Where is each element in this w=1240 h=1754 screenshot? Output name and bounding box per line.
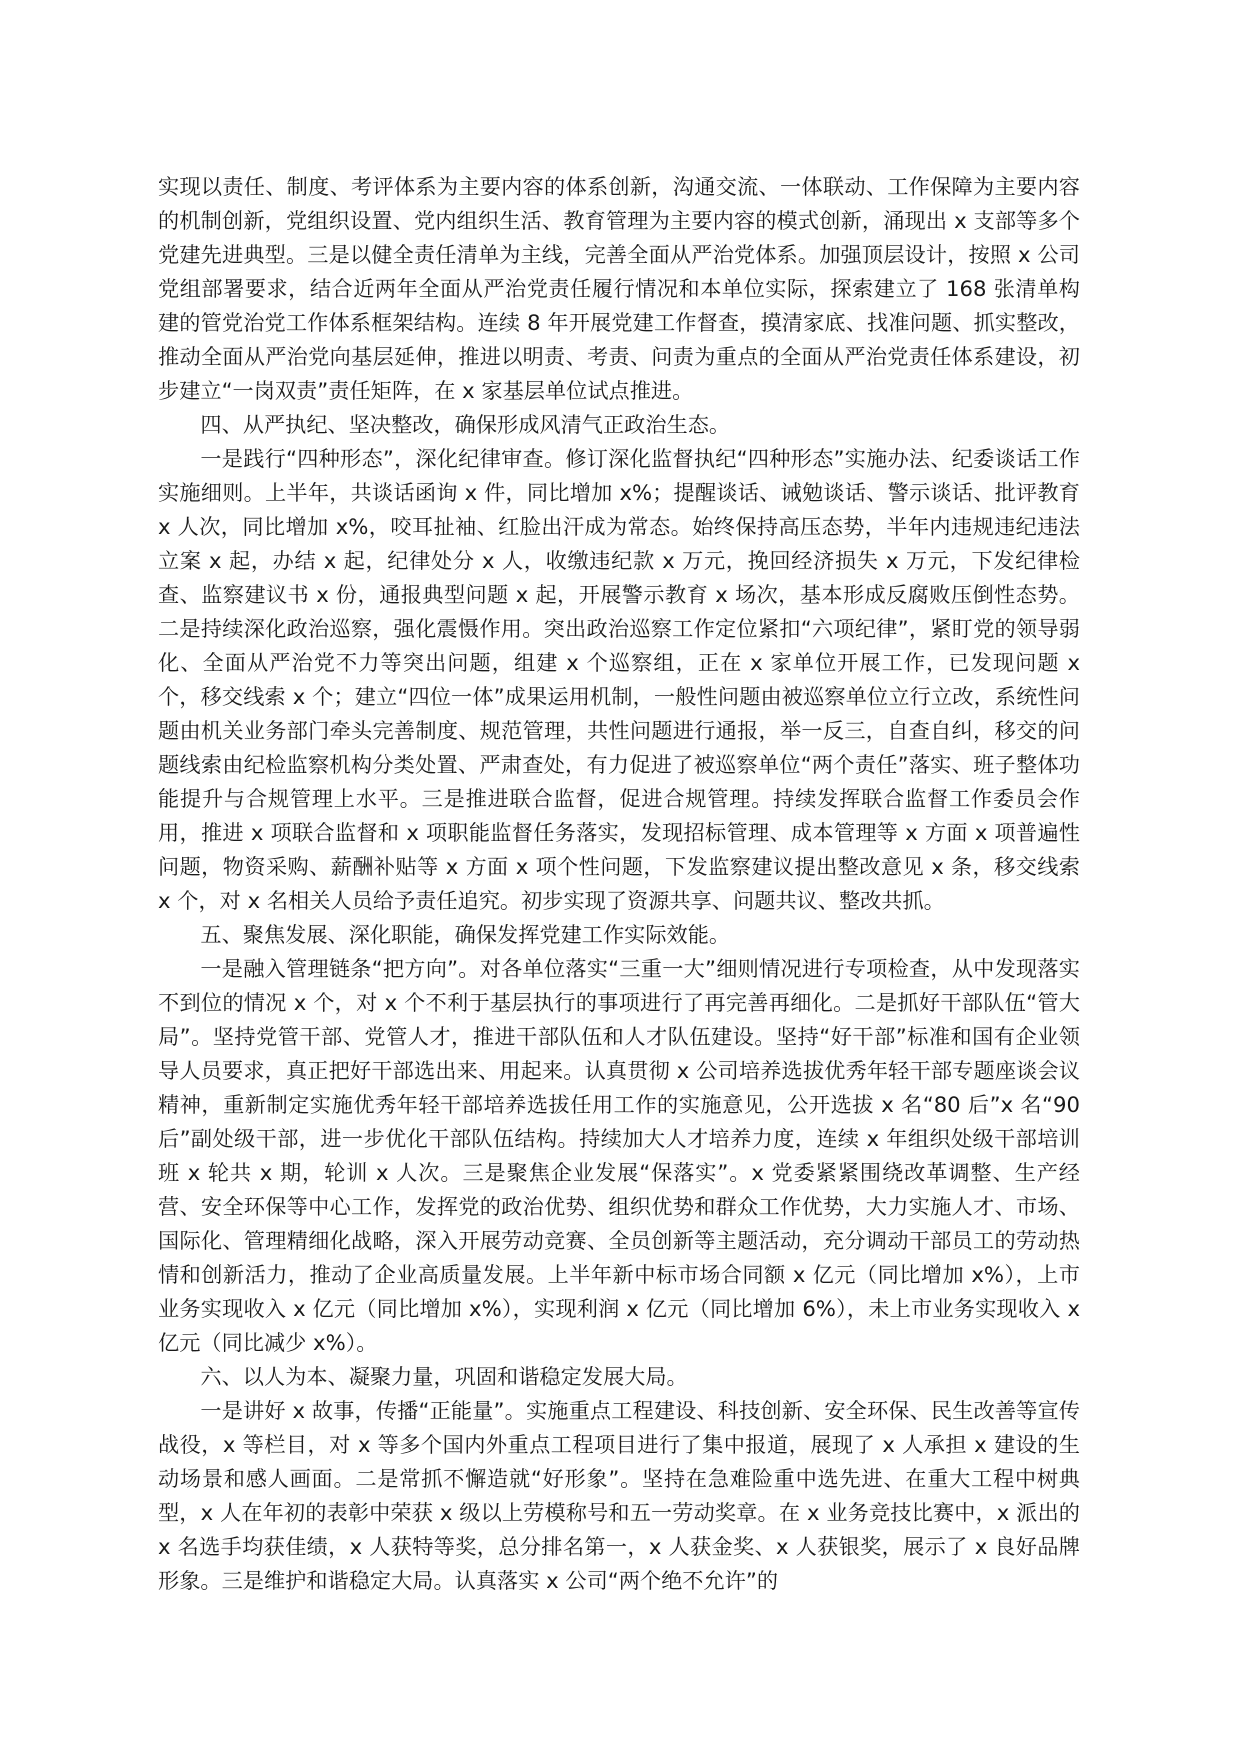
paragraph-section-6: 一是讲好 x 故事，传播“正能量”。实施重点工程建设、科技创新、安全环保、民生改善等宣传战役，x 等栏目，对 x 等多个国内外重点工程项目进行了集中报道，展现了 x 人承担 x 建设的生动场景和感人画面。二是常抓不懈造就“好形象”。坚持在急难险重中选先进、在重大工程中树典型，x 人在年初的表彰中荣获 x 级以上劳模称号和五一劳动奖章。在 x 业务竞技比赛中，x 派出的 x 名选手均获佳绩，x 人获特等奖，总分排名第一，x 人获金奖、x 人获银奖，展示了 x 良好品牌形象。三是维护和谐稳定大局。认真落实 x 公司“两个绝不允许”的 [158,1398,1080,1593]
section-heading-5: 五、聚焦发展、深化职能，确保发挥党建工作实际效能。 [200,922,731,947]
document-page [158,170,1080,1598]
paragraph-section-4: 一是践行“四种形态”，深化纪律审查。修订深化监督执纪“四种形态”实施办法、纪委谈话工作实施细则。上半年，共谈话函询 x 件，同比增加 x%；提醒谈话、诫勉谈话、警示谈话、批评教育 x 人次，同比增加 x%，咬耳扯袖、红脸出汗成为常态。始终保持高压态势，半年内违规违纪违法立案 x 起，办结 x 起，纪律处分 x 人，收缴违纪款 x 万元，挽回经济损失 x 万元，下发纪律检查、监察建议书 x 份，通报典型问题 x 起，开展警示教育 x 场次，基本形成反腐败压倒性态势。二是持续深化政治巡察，强化震慑作用。突出政治巡察工作定位紧扣“六项纪律”，紧盯党的领导弱化、全面从严治党不力等突出问题，组建 x 个巡察组，正在 x 家单位开展工作，已发现问题 x 个，移交线索 x 个；建立“四位一体”成果运用机制，一般性问题由被巡察单位立行立改，系统性问题由机关业务部门牵头完善制度、规范管理，共性问题进行通报，举一反三，自查自纠，移交的问题线索由纪检监察机构分类处置、严肃查处，有力促进了被巡察单位“两个责任”落实、班子整体功能提升与合规管理上水平。三是推进联合监督，促进合规管理。持续发挥联合监督工作委员会作用，推进 x 项联合监督和 x 项职能监督任务落实，发现招标管理、成本管理等 x 方面 x 项普遍性问题，物资采购、薪酬补贴等 x 方面 x 项个性问题，下发监察建议提出整改意见 x 条，移交线索 x 个，对 x 名相关人员给予责任追究。初步实现了资源共享、问题共议、整改共抓。 [158,446,1080,913]
section-heading-4: 四、从严执纪、坚决整改，确保形成风清气正政治生态。 [200,412,731,437]
section-heading-6: 六、以人为本、凝聚力量，巩固和谐稳定发展大局。 [200,1364,688,1389]
paragraph-continuation: 实现以责任、制度、考评体系为主要内容的体系创新，沟通交流、一体联动、工作保障为主要内容的机制创新，党组织设置、党内组织生活、教育管理为主要内容的模式创新，涌现出 x 支部等多个党建先进典型。三是以健全责任清单为主线，完善全面从严治党体系。加强顶层设计，按照 x 公司党组部署要求，结合近两年全面从严治党责任履行情况和本单位实际，探索建立了 168 张清单构建的管党治党工作体系框架结构。连续 8 年开展党建工作督查，摸清家底、找准问题、抓实整改，推动全面从严治党向基层延伸，推进以明责、考责、问责为重点的全面从严治党责任体系建设，初步建立“一岗双责”责任矩阵，在 x 家基层单位试点推进。 [158,174,1080,403]
paragraph-section-5: 一是融入管理链条“把方向”。对各单位落实“三重一大”细则情况进行专项检查，从中发现落实不到位的情况 x 个，对 x 个不利于基层执行的事项进行了再完善再细化。二是抓好干部队伍“管大局”。坚持党管干部、党管人才，推进干部队伍和人才队伍建设。坚持“好干部”标准和国有企业领导人员要求，真正把好干部选出来、用起来。认真贯彻 x 公司培养选拔优秀年轻干部专题座谈会议精神，重新制定实施优秀年轻干部培养选拔任用工作的实施意见，公开选拔 x 名“80 后”x 名“90 后”副处级干部，进一步优化干部队伍结构。持续加大人才培养力度，连续 x 年组织处级干部培训班 x 轮共 x 期，轮训 x 人次。三是聚焦企业发展“保落实”。x 党委紧紧围绕改革调整、生产经营、安全环保等中心工作，发挥党的政治优势、组织优势和群众工作优势，大力实施人才、市场、国际化、管理精细化战略，深入开展劳动竞赛、全员创新等主题活动，充分调动干部员工的劳动热情和创新活力，推动了企业高质量发展。上半年新中标市场合同额 x 亿元（同比增加 x%），上市业务实现收入 x 亿元（同比增加 x%），实现利润 x 亿元（同比增加 6%），未上市业务实现收入 x 亿元（同比减少 x%）。 [158,956,1080,1355]
